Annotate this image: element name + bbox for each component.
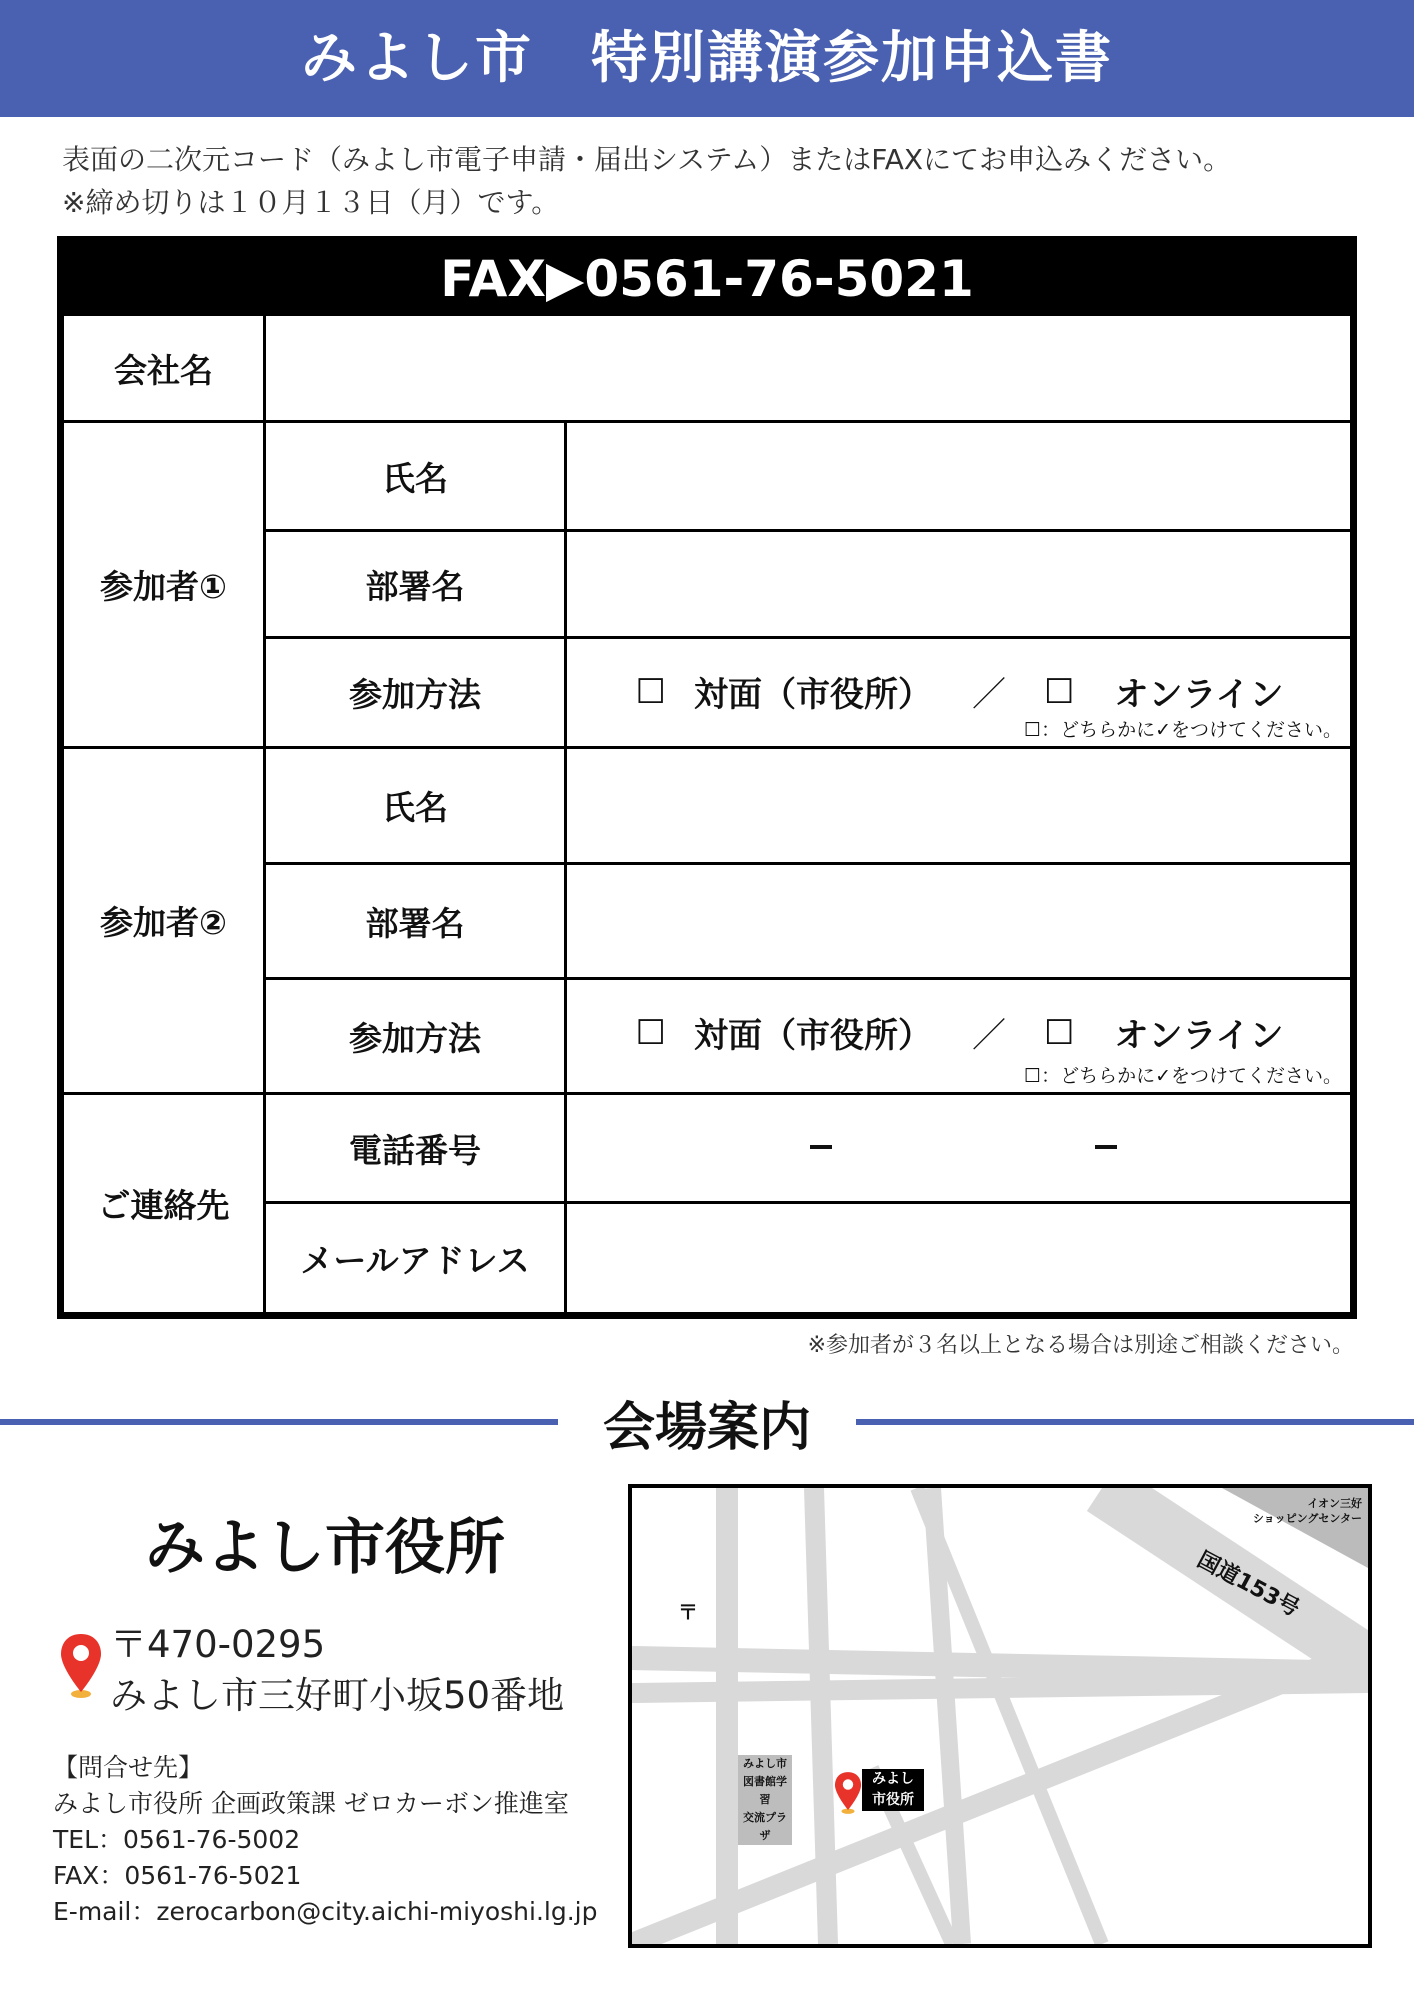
participant2-label: 参加者② [64,749,266,1095]
venue-heading: 会場案内 [602,1398,811,1458]
fax-number-banner: FAX▶0561-76-5021 [64,243,1350,316]
venue-postal-code: 〒470-0295 [110,1623,326,1666]
participant1-separator: ／ [972,675,1006,715]
map-roads [632,1488,1368,1944]
participant1-online-option: オンライン [1114,675,1284,715]
participant2-method-label: 参加方法 [266,980,567,1095]
inquiry-email[interactable]: E-mail：zerocarbon@city.aichi-miyoshi.lg.jp [53,1897,598,1926]
post-office-icon: 〒 [678,1600,698,1624]
participant1-method-note: ☐：どちらかに✓をつけてください。 [1024,719,1342,741]
participant2-method-note: ☐：どちらかに✓をつけてください。 [1024,1065,1342,1087]
participant1-online-checkbox[interactable]: ☐ [1044,671,1075,712]
page-header [0,0,1414,117]
participant1-dept-input-cell[interactable] [567,532,1352,639]
intro-text-line1: 表面の二次元コード（みよし市電子申請・届出システム）またはFAXにてお申込みください。 [62,143,1232,176]
inquiry-tel: TEL：0561-76-5002 [53,1825,301,1854]
participant2-dept-label: 部署名 [266,865,567,980]
phone-dash-2 [1095,1145,1117,1149]
form-footnote: ※参加者が３名以上となる場合は別途ご相談ください。 [807,1333,1354,1358]
intro-text-line2: ※締め切りは１０月１３日（月）です。 [62,186,560,219]
phone-input-cell[interactable] [567,1095,1352,1204]
participant2-online-checkbox[interactable]: ☐ [1044,1012,1075,1053]
participant1-method-label: 参加方法 [266,639,567,749]
participant2-dept-input-cell[interactable] [567,865,1352,980]
map-library-label: みよし市 図書館学習 交流プラザ [738,1755,792,1845]
participant1-name-input-cell[interactable] [567,423,1352,532]
participant1-inperson-option: 対面（市役所） [694,675,932,715]
participant2-separator: ／ [972,1016,1006,1056]
heading-line-right [856,1419,1414,1425]
participant1-inperson-checkbox[interactable]: ☐ [635,671,666,712]
venue-map [628,1484,1372,1948]
location-pin-icon [58,1632,104,1700]
participant2-online-option: オンライン [1114,1016,1284,1056]
map-aeon-label: イオン三好 ショッピングセンター [1252,1497,1362,1525]
phone-dash-1 [810,1145,832,1149]
inquiry-fax: FAX：0561-76-5021 [53,1861,302,1890]
venue-name: みよし市役所 [145,1513,505,1583]
participant1-name-label: 氏名 [266,423,567,532]
participant2-method-cell [567,980,1352,1095]
inquiry-department: みよし市役所 企画政策課 ゼロカーボン推進室 [53,1789,569,1818]
map-pin-icon [833,1770,863,1816]
email-label: メールアドレス [266,1204,567,1312]
participant1-dept-label: 部署名 [266,532,567,639]
participant2-inperson-option: 対面（市役所） [694,1016,932,1056]
phone-label: 電話番号 [266,1095,567,1204]
inquiry-title: 【問合せ先】 [53,1753,204,1782]
company-input-cell[interactable] [266,316,1352,423]
application-form [57,236,1357,1319]
heading-line-left [0,1419,558,1425]
participant2-inperson-checkbox[interactable]: ☐ [635,1012,666,1053]
page-title: みよし市 特別講演参加申込書 [301,26,1113,91]
map-city-hall-label: みよし 市役所 [862,1769,924,1811]
map-route-label: 国道153号 [1192,1547,1304,1623]
participant2-name-input-cell[interactable] [567,749,1352,865]
email-input-cell[interactable] [567,1204,1352,1312]
participant1-label: 参加者① [64,423,266,749]
participant2-name-label: 氏名 [266,749,567,865]
venue-address: みよし市三好町小坂50番地 [110,1674,565,1717]
contact-label: ご連絡先 [64,1095,266,1312]
participant1-method-cell [567,639,1352,749]
company-label: 会社名 [64,316,266,423]
